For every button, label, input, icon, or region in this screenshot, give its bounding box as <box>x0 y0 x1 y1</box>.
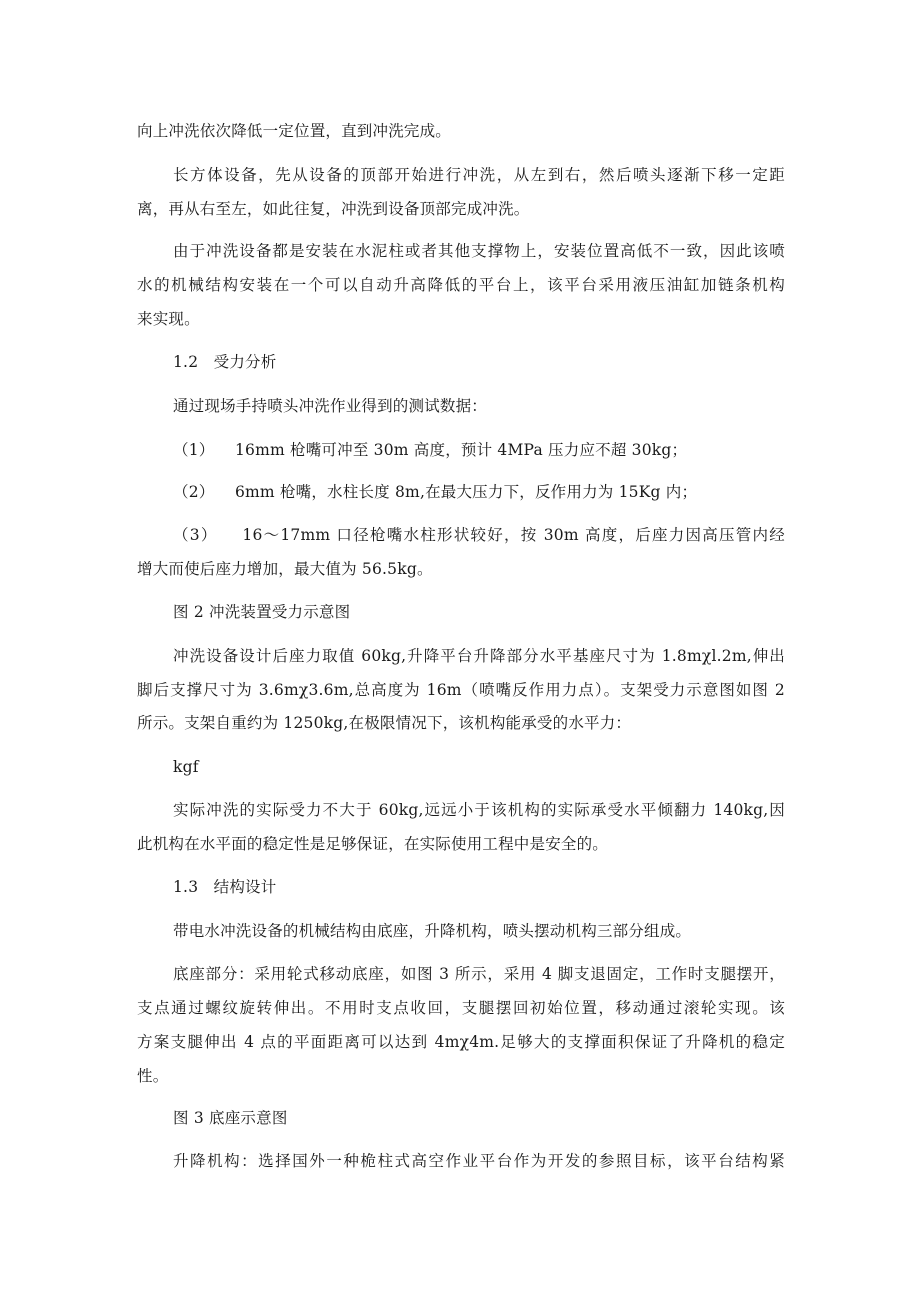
section-heading: 1.2 受力分析 <box>173 353 277 371</box>
paragraph-line: 水的机械结构安装在一个可以自动升高降低的平台上，该平台采用液压油缸加链条机构 <box>137 276 785 294</box>
figure-caption: 图 3 底座示意图 <box>173 1109 288 1127</box>
figure-caption: 图 2 冲洗装置受力示意图 <box>173 603 351 621</box>
paragraph-line: 性。 <box>137 1067 169 1085</box>
paragraph-line: 通过现场手持喷头冲洗作业得到的测试数据： <box>173 397 488 415</box>
paragraph-line: 由于冲洗设备都是安装在水泥柱或者其他支撑物上，安装位置高低不一致，因此该喷 <box>173 242 785 260</box>
paragraph-line: 长方体设备，先从设备的顶部开始进行冲洗，从左到右，然后喷头逐渐下移一定距 <box>173 166 785 184</box>
paragraph-line: 支点通过螺纹旋转伸出。不用时支点收回，支腿摆回初始位置，移动通过滚轮实现。该 <box>137 999 785 1017</box>
list-item: （2） 6mm 枪嘴，水柱长度 8m,在最大压力下，反作用力为 15Kg 内； <box>173 483 698 501</box>
formula-unit: kgf <box>173 758 199 776</box>
paragraph-line: 离，再从右至左，如此往复，冲洗到设备顶部完成冲洗。 <box>137 200 530 218</box>
list-item: （1） 16mm 枪嘴可冲至 30m 高度，预计 4MPa 压力应不超 30kg； <box>173 441 688 459</box>
paragraph-line: 冲洗设备设计后座力取值 60kg,升降平台升降部分水平基座尺寸为 1.8mχl.2m,伸出 <box>173 647 785 665</box>
paragraph-line: 底座部分：采用轮式移动底座，如图 3 所示，采用 4 脚支退固定，工作时支腿摆开， <box>173 965 785 983</box>
section-heading: 1.3 结构设计 <box>173 878 277 896</box>
paragraph-line: 脚后支撑尺寸为 3.6mχ3.6m,总高度为 16m（喷嘴反作用力点）。支架受力示意图如图 2 <box>137 681 785 699</box>
paragraph-line: 向上冲洗依次降低一定位置，直到冲洗完成。 <box>137 122 452 140</box>
paragraph-line: 方案支腿伸出 4 点的平面距离可以达到 4mχ4m.足够大的支撑面积保证了升降机的稳定 <box>137 1033 785 1051</box>
list-item: （3） 16～17mm 口径枪嘴水柱形状较好，按 30m 高度，后座力因高压管内经 <box>173 526 785 544</box>
paragraph-line: 升降机构：选择国外一种桅柱式高空作业平台作为开发的参照目标，该平台结构紧 <box>173 1152 785 1170</box>
paragraph-line: 实际冲洗的实际受力不大于 60kg,远远小于该机构的实际承受水平倾翻力 140kg,因 <box>173 801 785 819</box>
paragraph-line: 带电水冲洗设备的机械结构由底座，升降机构，喷头摆动机构三部分组成。 <box>173 922 692 940</box>
paragraph-line: 来实现。 <box>137 310 200 328</box>
paragraph-line: 所示。支架自重约为 1250kg,在极限情况下，该机构能承受的水平力： <box>137 714 632 732</box>
paragraph-line: 此机构在水平面的稳定性是足够保证，在实际使用工程中是安全的。 <box>137 835 609 853</box>
paragraph-line: 增大而使后座力增加，最大值为 56.5kg。 <box>137 560 433 578</box>
